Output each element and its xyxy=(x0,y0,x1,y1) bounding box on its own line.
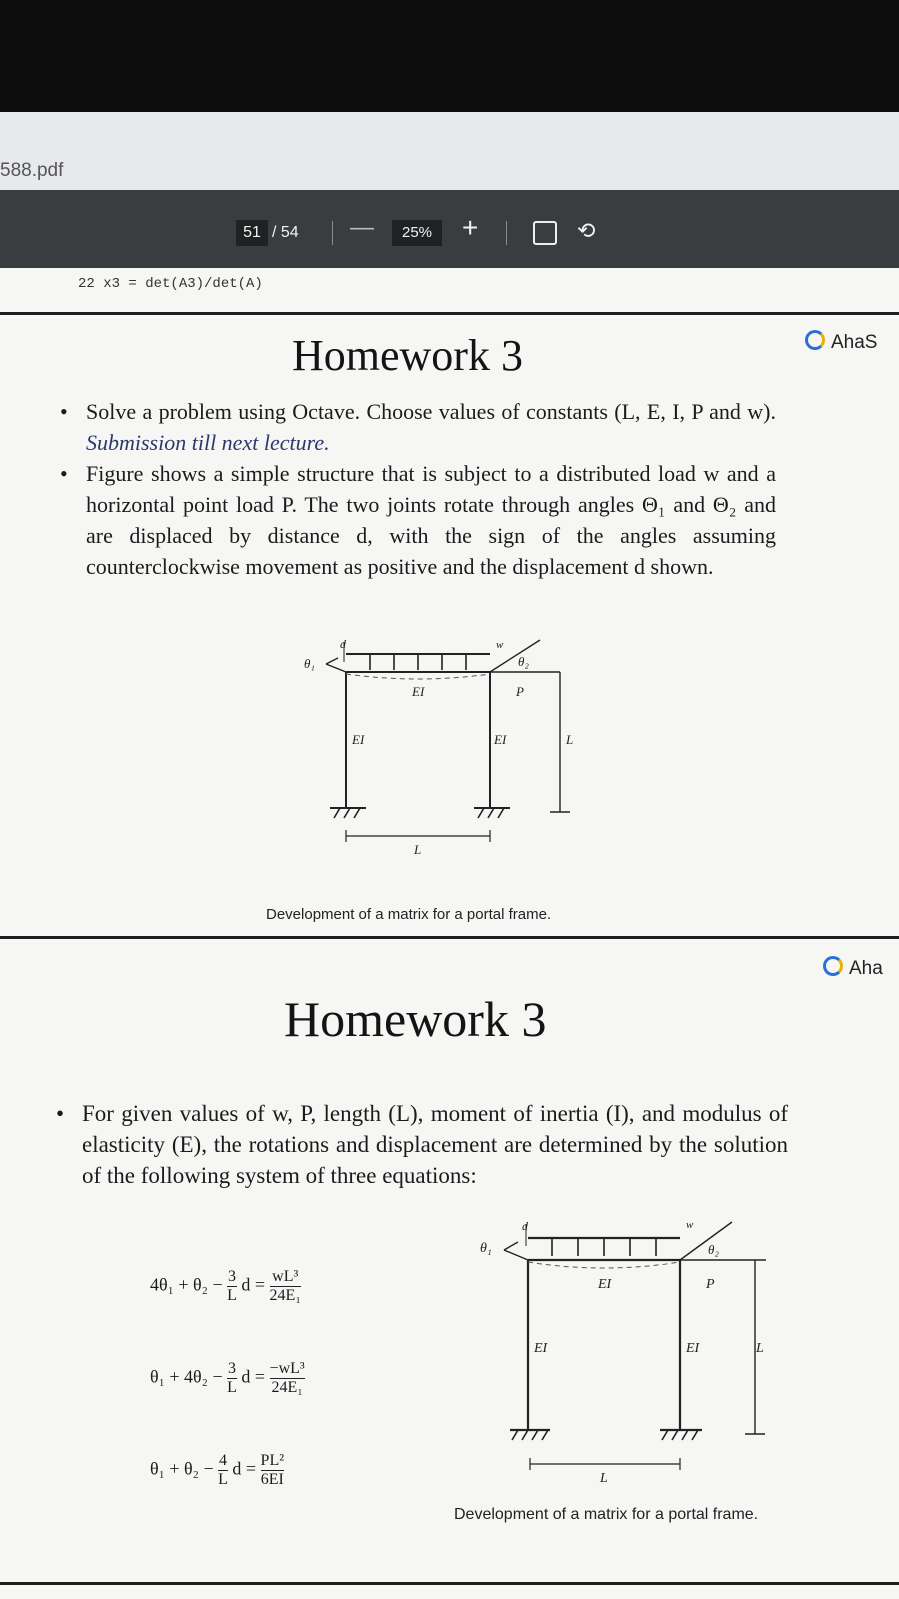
equation-3 xyxy=(150,1452,284,1489)
ei-right-label: EI xyxy=(686,1341,700,1356)
slide-divider xyxy=(0,1582,899,1585)
slide1-title: Homework 3 xyxy=(292,331,523,380)
document-filename[interactable]: 588.pdf xyxy=(0,160,64,181)
aha-label: Aha xyxy=(849,958,883,979)
eq3-rhs-num: PL² xyxy=(260,1452,285,1469)
slide-divider xyxy=(0,312,899,315)
zoom-out-button[interactable]: — xyxy=(350,214,374,241)
toolbar-divider xyxy=(332,221,333,245)
bullet-dot: • xyxy=(60,399,68,424)
tab-bar xyxy=(0,112,899,190)
bullet-dot: • xyxy=(60,461,68,486)
w-label: w xyxy=(496,639,504,651)
ei-beam-label: EI xyxy=(598,1277,612,1292)
theta2-label: θ₂ xyxy=(518,654,529,669)
bullet1-text: Solve a problem using Octave. Choose values of constants (L, E, I, P and w). xyxy=(86,399,776,424)
page-number-input[interactable]: 51 xyxy=(236,220,268,246)
eq1-rhs-den: 24E₁ xyxy=(269,1287,301,1304)
page-total: / 54 xyxy=(272,224,299,241)
l-width-label: L xyxy=(414,842,422,857)
eq1-frac-den: L xyxy=(227,1287,237,1304)
p-label: P xyxy=(706,1277,715,1292)
w-label: w xyxy=(686,1219,694,1231)
eq1-frac xyxy=(227,1268,237,1305)
toolbar-divider xyxy=(506,221,507,245)
bullet-text: For given values of w, P, length (L), moment of inertia (I), and modulus of elasticity (E), the rotations and displacement are determined by the solution of the following system of three equations: xyxy=(82,1101,788,1188)
eq3-frac-num: 4 xyxy=(219,1452,227,1469)
l-height-label: L xyxy=(756,1341,764,1356)
eq3-rhs xyxy=(261,1452,284,1489)
d-label: d xyxy=(340,637,346,651)
l-width-label: L xyxy=(600,1471,608,1482)
slide2-caption: Development of a matrix for a portal frame. xyxy=(454,1506,759,1523)
slide1-bullet-1 xyxy=(60,396,776,458)
aha-icon xyxy=(823,956,843,976)
eq2-d: d = xyxy=(241,1366,266,1387)
eq3-rhs-den: 6EI xyxy=(260,1471,284,1488)
eq1-rhs xyxy=(270,1268,301,1305)
aha-icon xyxy=(805,330,825,350)
pdf-toolbar xyxy=(0,190,899,268)
eq2-rhs xyxy=(270,1360,305,1397)
slide2-bullet-1 xyxy=(56,1098,788,1191)
fit-page-icon[interactable] xyxy=(533,221,557,245)
eq2-frac-den: L xyxy=(227,1379,237,1396)
eq3-lhs: θ₁ + θ₂ − xyxy=(150,1458,214,1479)
equation-2 xyxy=(150,1360,305,1397)
ei-left-label: EI xyxy=(534,1341,548,1356)
bullet1-italic: Submission till next lecture. xyxy=(86,430,330,455)
equation-1 xyxy=(150,1268,301,1305)
eq2-frac xyxy=(227,1360,237,1397)
ei-beam-label: EI xyxy=(412,684,425,699)
eq2-rhs-num: −wL³ xyxy=(269,1360,305,1377)
ei-left-label: EI xyxy=(352,732,365,747)
aha-label: AhaS xyxy=(831,332,878,353)
eq3-frac-den: L xyxy=(218,1471,228,1488)
eq3-d: d = xyxy=(232,1458,257,1479)
p-label: P xyxy=(516,684,524,699)
eq3-frac xyxy=(218,1452,228,1489)
zoom-in-button[interactable]: + xyxy=(462,212,479,243)
eq1-lhs: 4θ₁ + θ₂ − xyxy=(150,1274,223,1295)
slide1-bullet-2 xyxy=(60,458,776,582)
bullet-dot: • xyxy=(56,1101,65,1126)
eq1-d: d = xyxy=(241,1274,266,1295)
theta2-label: θ₂ xyxy=(708,1242,719,1257)
slide-divider xyxy=(0,936,899,939)
slide2-title: Homework 3 xyxy=(284,991,547,1047)
l-height-label: L xyxy=(566,732,574,747)
rotate-icon[interactable]: ⟲ xyxy=(577,218,596,243)
ei-right-label: EI xyxy=(494,732,507,747)
slide1-caption: Development of a matrix for a portal frame. xyxy=(266,906,552,923)
bullet2-text: Figure shows a simple structure that is subject to a distributed load w and a horizontal point load P. The two joints rotate through angles Θ₁ and Θ₂ and are displaced by distance d, with the sign of the angles assuming counterclockwise movement as positive and the displacement d shown. xyxy=(86,461,776,579)
portal-frame-figure-2 xyxy=(470,1212,800,1482)
eq1-rhs-num: wL³ xyxy=(270,1268,301,1287)
eq2-lhs: θ₁ + 4θ₂ − xyxy=(150,1366,223,1387)
eq1-frac-num: 3 xyxy=(228,1268,236,1285)
eq2-frac-num: 3 xyxy=(228,1360,236,1377)
theta1-label: θ₁ xyxy=(480,1241,492,1256)
d-label: d xyxy=(522,1219,528,1233)
eq2-rhs-den: 24E₁ xyxy=(271,1379,303,1396)
aha-button[interactable] xyxy=(823,956,883,980)
aha-button[interactable] xyxy=(805,330,877,354)
bezel-top xyxy=(0,0,899,112)
theta1-label: θ₁ xyxy=(304,656,315,671)
code-line: 22 x3 = det(A3)/det(A) xyxy=(78,276,263,292)
zoom-level-input[interactable]: 25% xyxy=(392,220,442,246)
portal-frame-figure-1 xyxy=(290,632,610,862)
